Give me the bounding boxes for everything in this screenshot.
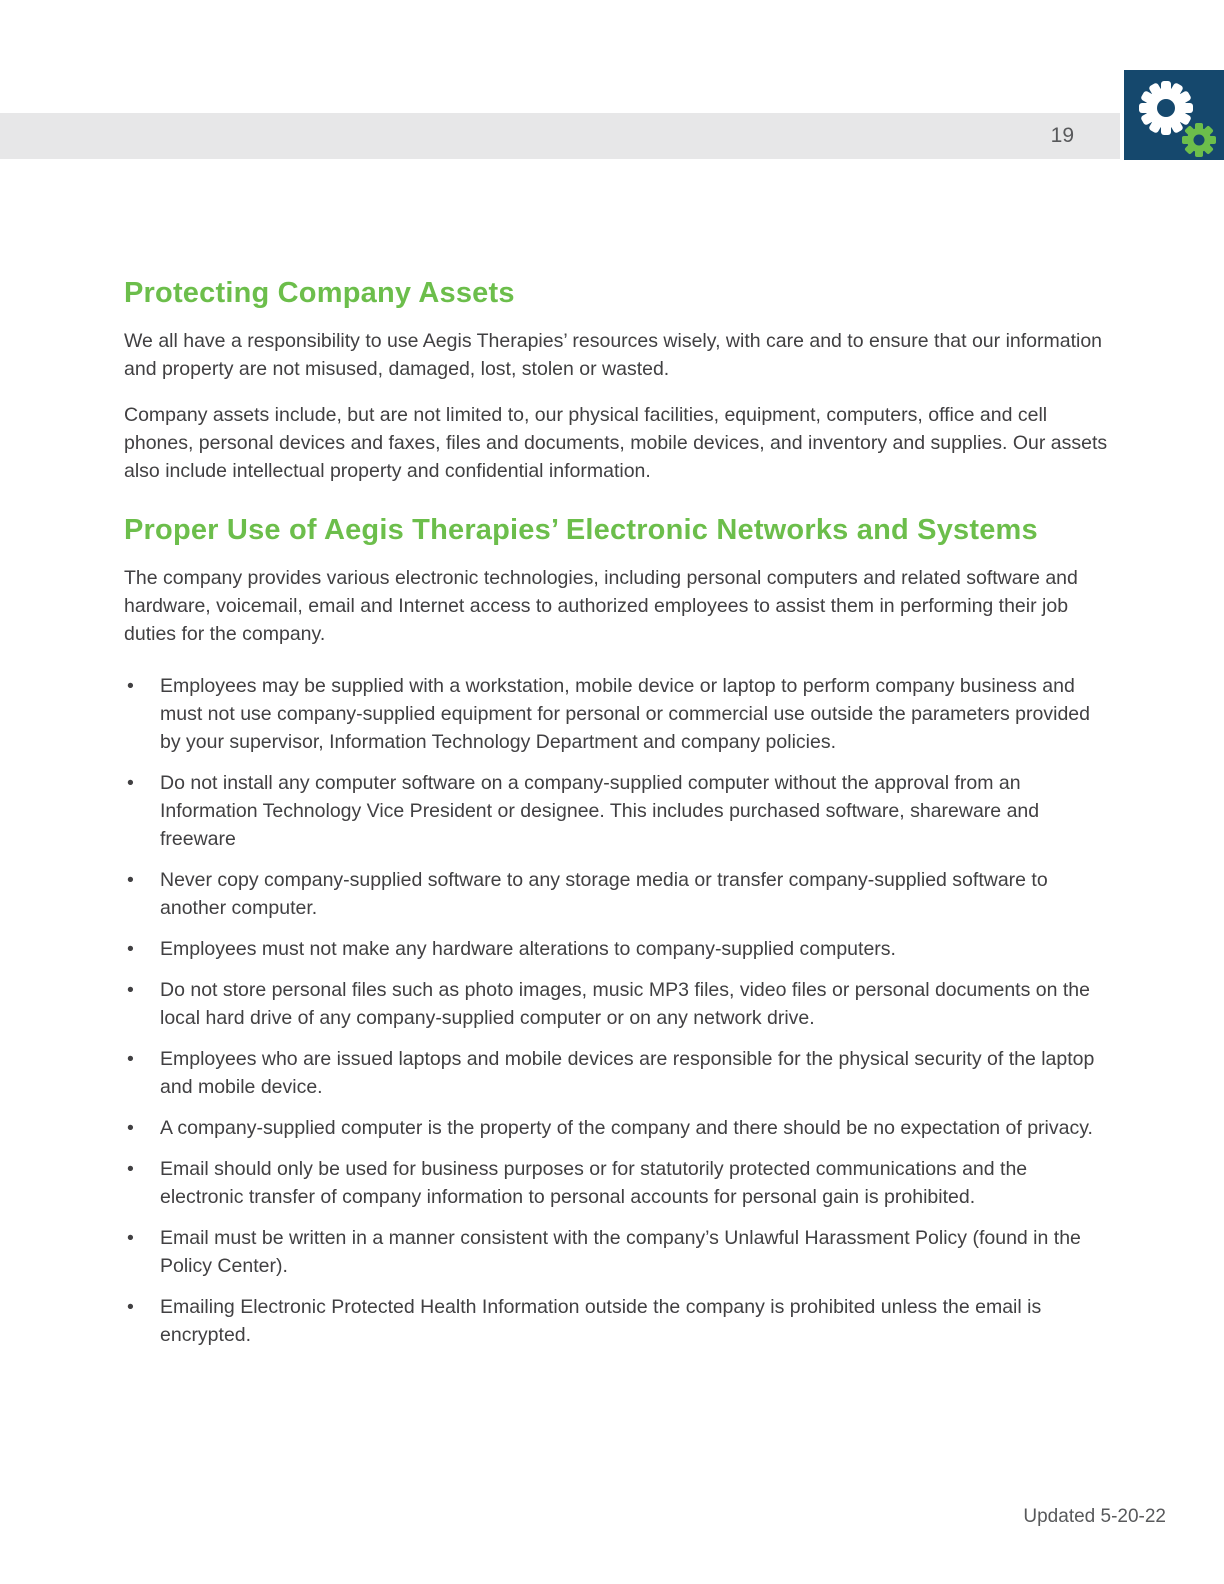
bullet-item: • Employees may be supplied with a workstation, mobile device or laptop to perform company business and must not use company-supplied equipment for personal or commercial use outside the parameters provided by your supervisor, Information Technology Department and company policies. xyxy=(124,672,1108,756)
bullet-item: • Email must be written in a manner consistent with the company’s Unlawful Harassment Policy (found in the Policy Center). xyxy=(124,1224,1108,1280)
gears-badge xyxy=(1124,70,1224,160)
bullet-item: • Employees must not make any hardware alterations to company-supplied computers. xyxy=(124,935,1108,963)
bullet-item: • A company-supplied computer is the property of the company and there should be no expectation of privacy. xyxy=(124,1114,1108,1142)
bullet-item: • Email should only be used for business purposes or for statutorily protected communications and the electronic transfer of company information to personal accounts for personal gain is prohibited. xyxy=(124,1155,1108,1211)
page-content xyxy=(124,276,1108,1362)
section-proper-use-electronic-networks xyxy=(124,513,1108,1349)
gears-icon xyxy=(1124,70,1224,160)
page-number: 19 xyxy=(1050,124,1074,147)
paragraph: We all have a responsibility to use Aegis Therapies’ resources wisely, with care and to ensure that our information and property are not misused, damaged, lost, stolen or wasted. xyxy=(124,330,1103,380)
bullet-item: • Do not store personal files such as photo images, music MP3 files, video files or personal documents on the local hard drive of any company-supplied computer or on any network drive. xyxy=(124,976,1108,1032)
section-protecting-company-assets xyxy=(124,276,1108,485)
section-heading: Protecting Company Assets xyxy=(124,277,515,309)
bullet-item: • Employees who are issued laptops and mobile devices are responsible for the physical security of the laptop and mobile device. xyxy=(124,1045,1108,1101)
paragraph: Company assets include, but are not limited to, our physical facilities, equipment, computers, office and cell phones, personal devices and faxes, files and documents, mobile devices, and inventory and supplies. Our assets also include intellectual property and confidential information. xyxy=(124,404,1108,482)
bullet-list xyxy=(124,672,1108,1349)
bullet-item: • Emailing Electronic Protected Health Information outside the company is prohibited unless the email is encrypted. xyxy=(124,1293,1108,1349)
bullet-item: • Never copy company-supplied software to any storage media or transfer company-supplied software to another computer. xyxy=(124,866,1108,922)
footer-updated: Updated 5-20-22 xyxy=(1023,1506,1166,1527)
page-header-bar xyxy=(0,113,1120,159)
section-heading: Proper Use of Aegis Therapies’ Electronic Networks and Systems xyxy=(124,514,1038,546)
bullet-item: • Do not install any computer software on a company-supplied computer without the approval from an Information Technology Vice President or designee. This includes purchased software, shareware and freeware xyxy=(124,769,1108,853)
paragraph: The company provides various electronic technologies, including personal computers and related software and hardware, voicemail, email and Internet access to authorized employees to assist them in performing their job duties for the company. xyxy=(124,567,1078,645)
